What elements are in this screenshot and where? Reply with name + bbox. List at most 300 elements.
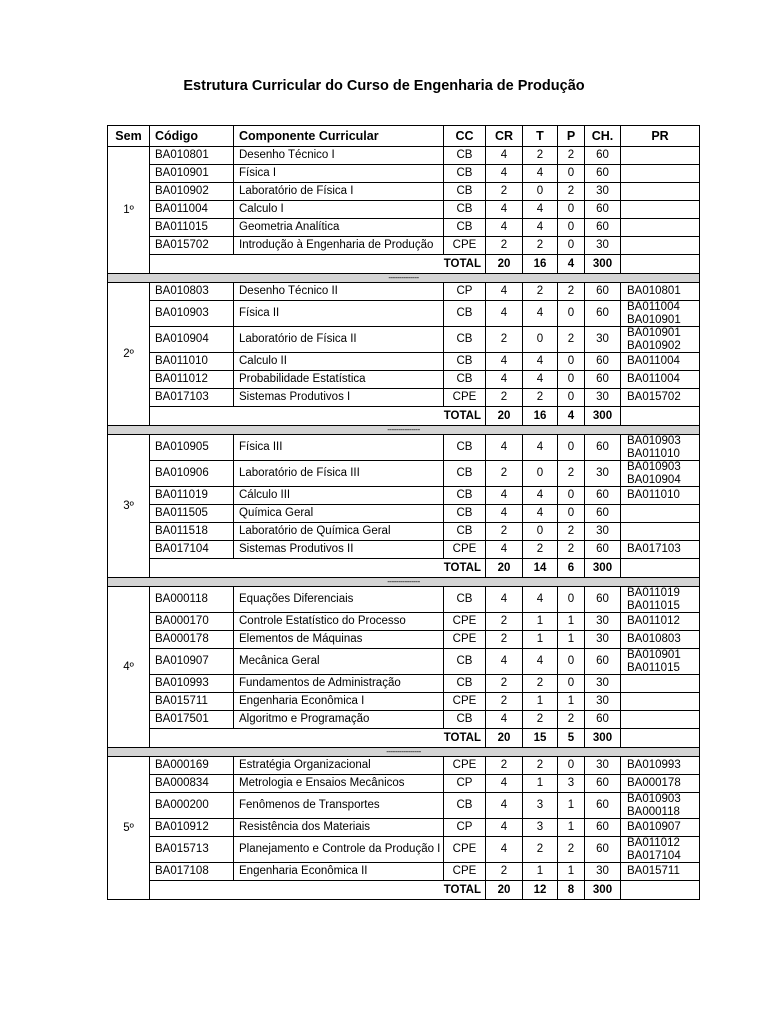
course-code: BA010993 <box>150 675 234 693</box>
course-cc: CB <box>444 165 486 183</box>
course-cr: 2 <box>486 389 523 407</box>
course-name: Sistemas Produtivos II <box>234 541 444 559</box>
course-prerequisites <box>621 283 700 301</box>
course-cr: 2 <box>486 237 523 255</box>
course-prerequisites <box>621 389 700 407</box>
course-cc: CB <box>444 327 486 353</box>
course-prerequisites <box>621 183 700 201</box>
prerequisite-code: BA010993 <box>627 759 681 772</box>
course-code: BA011505 <box>150 505 234 523</box>
total-pr-empty <box>621 407 700 426</box>
course-cr: 4 <box>486 353 523 371</box>
course-code: BA015711 <box>150 693 234 711</box>
total-p: 5 <box>558 729 585 748</box>
course-cr: 4 <box>486 435 523 461</box>
course-prerequisites <box>621 353 700 371</box>
total-t: 14 <box>523 559 558 578</box>
table-row <box>108 837 700 863</box>
course-name: Estratégia Organizacional <box>234 757 444 775</box>
course-p: 1 <box>558 631 585 649</box>
course-name: Química Geral <box>234 505 444 523</box>
course-name: Mecânica Geral <box>234 649 444 675</box>
course-t: 4 <box>523 201 558 219</box>
prerequisite-code: BA017103 <box>627 543 681 556</box>
course-cc: CB <box>444 183 486 201</box>
course-ch: 30 <box>585 863 621 881</box>
course-t: 2 <box>523 837 558 863</box>
course-code: BA011010 <box>150 353 234 371</box>
prerequisite-code: BA011004 <box>627 373 680 386</box>
table-row <box>108 487 700 505</box>
course-prerequisites <box>621 837 700 863</box>
course-prerequisites <box>621 461 700 487</box>
course-prerequisites <box>621 165 700 183</box>
header-p: P <box>558 126 585 147</box>
course-cr: 4 <box>486 837 523 863</box>
course-code: BA010905 <box>150 435 234 461</box>
header-sem: Sem <box>108 126 150 147</box>
course-p: 2 <box>558 541 585 559</box>
course-cr: 2 <box>486 631 523 649</box>
course-t: 3 <box>523 819 558 837</box>
course-name: Resistência dos Materiais <box>234 819 444 837</box>
table-row <box>108 219 700 237</box>
semester-label: 3º <box>108 435 150 578</box>
table-row <box>108 435 700 461</box>
course-code: BA010912 <box>150 819 234 837</box>
prerequisite-code: BA000118 <box>627 805 680 818</box>
header-pr: PR <box>621 126 700 147</box>
course-cr: 4 <box>486 219 523 237</box>
total-pr-empty <box>621 881 700 900</box>
course-code: BA000834 <box>150 775 234 793</box>
course-cr: 4 <box>486 301 523 327</box>
course-t: 4 <box>523 649 558 675</box>
prerequisite-code: BA011012 <box>627 837 680 850</box>
table-row <box>108 711 700 729</box>
course-cc: CP <box>444 775 486 793</box>
table-row <box>108 183 700 201</box>
course-p: 3 <box>558 775 585 793</box>
course-ch: 30 <box>585 757 621 775</box>
course-cr: 2 <box>486 693 523 711</box>
course-code: BA011518 <box>150 523 234 541</box>
course-cr: 4 <box>486 505 523 523</box>
semester-label: 5º <box>108 757 150 900</box>
course-t: 2 <box>523 675 558 693</box>
prerequisite-code: BA011019 <box>627 587 680 600</box>
course-ch: 30 <box>585 675 621 693</box>
total-p: 6 <box>558 559 585 578</box>
separator-dashes: --------------- <box>108 426 700 435</box>
course-t: 4 <box>523 371 558 389</box>
course-cc: CPE <box>444 389 486 407</box>
course-name: Fundamentos de Administração <box>234 675 444 693</box>
course-code: BA017108 <box>150 863 234 881</box>
course-prerequisites <box>621 487 700 505</box>
total-row <box>108 881 700 900</box>
course-t: 1 <box>523 863 558 881</box>
semester-label: 1º <box>108 147 150 274</box>
prerequisite-code: BA011015 <box>627 661 680 674</box>
course-ch: 60 <box>585 219 621 237</box>
prerequisite-code: BA011015 <box>627 599 680 612</box>
course-ch: 60 <box>585 505 621 523</box>
course-name: Planejamento e Controle da Produção I <box>234 837 444 863</box>
course-ch: 60 <box>585 775 621 793</box>
course-name: Fenômenos de Transportes <box>234 793 444 819</box>
course-code: BA010801 <box>150 147 234 165</box>
curriculum-table <box>107 125 700 900</box>
course-cr: 2 <box>486 675 523 693</box>
course-name: Laboratório de Física II <box>234 327 444 353</box>
course-name: Introdução à Engenharia de Produção <box>234 237 444 255</box>
course-ch: 60 <box>585 837 621 863</box>
semester-separator <box>108 748 700 757</box>
course-code: BA010803 <box>150 283 234 301</box>
course-cr: 4 <box>486 587 523 613</box>
semester-label: 4º <box>108 587 150 748</box>
course-name: Desenho Técnico I <box>234 147 444 165</box>
course-t: 0 <box>523 327 558 353</box>
course-p: 0 <box>558 505 585 523</box>
course-p: 0 <box>558 675 585 693</box>
course-cc: CB <box>444 675 486 693</box>
total-ch: 300 <box>585 407 621 426</box>
course-prerequisites <box>621 793 700 819</box>
course-p: 0 <box>558 389 585 407</box>
course-name: Engenharia Econômica II <box>234 863 444 881</box>
prerequisite-code: BA010904 <box>627 473 681 486</box>
course-code: BA010907 <box>150 649 234 675</box>
course-p: 0 <box>558 587 585 613</box>
course-p: 1 <box>558 819 585 837</box>
total-row <box>108 255 700 274</box>
course-name: Laboratório de Química Geral <box>234 523 444 541</box>
course-cr: 4 <box>486 541 523 559</box>
course-cc: CPE <box>444 693 486 711</box>
course-ch: 60 <box>585 435 621 461</box>
total-label: TOTAL <box>150 881 486 900</box>
course-name: Física III <box>234 435 444 461</box>
course-ch: 60 <box>585 541 621 559</box>
course-ch: 30 <box>585 183 621 201</box>
course-ch: 30 <box>585 237 621 255</box>
total-t: 12 <box>523 881 558 900</box>
course-ch: 30 <box>585 461 621 487</box>
course-ch: 60 <box>585 283 621 301</box>
table-row <box>108 613 700 631</box>
table-row <box>108 775 700 793</box>
course-prerequisites <box>621 147 700 165</box>
total-pr-empty <box>621 729 700 748</box>
semester-separator <box>108 578 700 587</box>
course-t: 2 <box>523 389 558 407</box>
course-code: BA011012 <box>150 371 234 389</box>
total-t: 16 <box>523 407 558 426</box>
course-ch: 30 <box>585 613 621 631</box>
table-row <box>108 371 700 389</box>
course-p: 2 <box>558 327 585 353</box>
total-label: TOTAL <box>150 255 486 274</box>
course-cc: CP <box>444 283 486 301</box>
total-p: 4 <box>558 255 585 274</box>
course-ch: 60 <box>585 301 621 327</box>
course-prerequisites <box>621 649 700 675</box>
course-p: 1 <box>558 793 585 819</box>
total-cr: 20 <box>486 559 523 578</box>
total-p: 4 <box>558 407 585 426</box>
course-code: BA000169 <box>150 757 234 775</box>
course-ch: 60 <box>585 147 621 165</box>
total-label: TOTAL <box>150 559 486 578</box>
course-cc: CPE <box>444 613 486 631</box>
course-p: 0 <box>558 435 585 461</box>
header-cr: CR <box>486 126 523 147</box>
prerequisite-code: BA015711 <box>627 865 680 878</box>
total-t: 16 <box>523 255 558 274</box>
course-cc: CB <box>444 649 486 675</box>
course-ch: 30 <box>585 631 621 649</box>
course-cc: CB <box>444 587 486 613</box>
header-t: T <box>523 126 558 147</box>
header-ch: CH. <box>585 126 621 147</box>
course-p: 1 <box>558 613 585 631</box>
course-cr: 4 <box>486 371 523 389</box>
course-code: BA017501 <box>150 711 234 729</box>
table-row <box>108 505 700 523</box>
course-prerequisites <box>621 757 700 775</box>
course-t: 4 <box>523 353 558 371</box>
course-cc: CPE <box>444 757 486 775</box>
course-ch: 60 <box>585 201 621 219</box>
course-prerequisites <box>621 237 700 255</box>
course-prerequisites <box>621 863 700 881</box>
course-t: 2 <box>523 147 558 165</box>
course-prerequisites <box>621 523 700 541</box>
prerequisite-code: BA010801 <box>627 285 681 298</box>
course-cc: CPE <box>444 837 486 863</box>
course-ch: 30 <box>585 389 621 407</box>
course-cr: 4 <box>486 711 523 729</box>
course-cr: 2 <box>486 757 523 775</box>
course-cc: CB <box>444 461 486 487</box>
course-name: Elementos de Máquinas <box>234 631 444 649</box>
semester-separator <box>108 426 700 435</box>
course-p: 2 <box>558 523 585 541</box>
table-row <box>108 793 700 819</box>
course-code: BA000170 <box>150 613 234 631</box>
course-t: 2 <box>523 237 558 255</box>
course-cr: 2 <box>486 183 523 201</box>
course-ch: 60 <box>585 819 621 837</box>
course-name: Controle Estatístico do Processo <box>234 613 444 631</box>
course-name: Equações Diferenciais <box>234 587 444 613</box>
total-cr: 20 <box>486 729 523 748</box>
course-cr: 4 <box>486 487 523 505</box>
course-t: 2 <box>523 757 558 775</box>
course-t: 4 <box>523 219 558 237</box>
course-code: BA011019 <box>150 487 234 505</box>
header-row <box>108 126 700 147</box>
course-t: 1 <box>523 613 558 631</box>
course-p: 0 <box>558 487 585 505</box>
course-cc: CPE <box>444 863 486 881</box>
course-code: BA011015 <box>150 219 234 237</box>
table-row <box>108 649 700 675</box>
course-cr: 2 <box>486 863 523 881</box>
course-p: 0 <box>558 649 585 675</box>
prerequisite-code: BA010901 <box>627 327 681 340</box>
course-cr: 4 <box>486 147 523 165</box>
course-ch: 60 <box>585 487 621 505</box>
course-prerequisites <box>621 541 700 559</box>
course-code: BA000178 <box>150 631 234 649</box>
table-row <box>108 693 700 711</box>
total-row <box>108 729 700 748</box>
course-name: Calculo I <box>234 201 444 219</box>
course-cc: CB <box>444 793 486 819</box>
course-prerequisites <box>621 711 700 729</box>
course-prerequisites <box>621 587 700 613</box>
course-code: BA010901 <box>150 165 234 183</box>
course-name: Laboratório de Física I <box>234 183 444 201</box>
total-ch: 300 <box>585 255 621 274</box>
table-row <box>108 165 700 183</box>
course-ch: 30 <box>585 693 621 711</box>
prerequisite-code: BA011010 <box>627 489 680 502</box>
course-cr: 4 <box>486 165 523 183</box>
table-row <box>108 523 700 541</box>
course-name: Cálculo III <box>234 487 444 505</box>
total-cr: 20 <box>486 881 523 900</box>
prerequisite-code: BA011004 <box>627 301 680 314</box>
course-p: 0 <box>558 353 585 371</box>
course-t: 4 <box>523 435 558 461</box>
course-cc: CB <box>444 147 486 165</box>
table-row <box>108 819 700 837</box>
prerequisite-code: BA010903 <box>627 435 681 448</box>
course-cc: CP <box>444 819 486 837</box>
table-row <box>108 863 700 881</box>
course-ch: 60 <box>585 649 621 675</box>
course-cr: 4 <box>486 819 523 837</box>
course-cr: 4 <box>486 775 523 793</box>
course-t: 3 <box>523 793 558 819</box>
prerequisite-code: BA011010 <box>627 447 680 460</box>
total-row <box>108 407 700 426</box>
course-code: BA015713 <box>150 837 234 863</box>
course-cc: CB <box>444 301 486 327</box>
table-row <box>108 587 700 613</box>
course-p: 0 <box>558 201 585 219</box>
prerequisite-code: BA011004 <box>627 355 680 368</box>
course-p: 1 <box>558 863 585 881</box>
course-cr: 4 <box>486 649 523 675</box>
course-prerequisites <box>621 631 700 649</box>
course-prerequisites <box>621 819 700 837</box>
table-row <box>108 353 700 371</box>
course-p: 0 <box>558 165 585 183</box>
course-ch: 60 <box>585 353 621 371</box>
table-row <box>108 631 700 649</box>
course-p: 2 <box>558 461 585 487</box>
course-code: BA010903 <box>150 301 234 327</box>
course-ch: 60 <box>585 793 621 819</box>
course-name: Engenharia Econômica I <box>234 693 444 711</box>
course-cc: CB <box>444 435 486 461</box>
course-cc: CPE <box>444 631 486 649</box>
total-p: 8 <box>558 881 585 900</box>
course-prerequisites <box>621 675 700 693</box>
course-name: Metrologia e Ensaios Mecânicos <box>234 775 444 793</box>
separator-dashes: -------------- <box>108 274 700 283</box>
total-t: 15 <box>523 729 558 748</box>
course-p: 2 <box>558 837 585 863</box>
table-row <box>108 461 700 487</box>
course-cr: 2 <box>486 613 523 631</box>
course-name: Algoritmo e Programação <box>234 711 444 729</box>
semester-label: 2º <box>108 283 150 426</box>
course-p: 0 <box>558 219 585 237</box>
course-prerequisites <box>621 435 700 461</box>
course-prerequisites <box>621 505 700 523</box>
total-label: TOTAL <box>150 407 486 426</box>
table-row <box>108 147 700 165</box>
course-p: 0 <box>558 301 585 327</box>
table-row <box>108 201 700 219</box>
course-t: 1 <box>523 693 558 711</box>
course-cc: CB <box>444 711 486 729</box>
course-cr: 2 <box>486 327 523 353</box>
course-ch: 60 <box>585 165 621 183</box>
course-t: 0 <box>523 183 558 201</box>
course-cr: 4 <box>486 201 523 219</box>
prerequisite-code: BA010901 <box>627 313 681 326</box>
prerequisite-code: BA000178 <box>627 777 681 790</box>
document-title: Estrutura Curricular do Curso de Engenharia de Produção <box>183 78 585 94</box>
table-row <box>108 327 700 353</box>
table-row <box>108 757 700 775</box>
course-prerequisites <box>621 219 700 237</box>
course-ch: 60 <box>585 587 621 613</box>
course-code: BA000200 <box>150 793 234 819</box>
course-code: BA000118 <box>150 587 234 613</box>
course-t: 2 <box>523 541 558 559</box>
course-prerequisites <box>621 693 700 711</box>
total-ch: 300 <box>585 881 621 900</box>
course-prerequisites <box>621 301 700 327</box>
header-codigo: Código <box>150 126 234 147</box>
course-name: Sistemas Produtivos I <box>234 389 444 407</box>
course-t: 1 <box>523 775 558 793</box>
course-t: 4 <box>523 301 558 327</box>
course-name: Geometria Analítica <box>234 219 444 237</box>
course-t: 4 <box>523 587 558 613</box>
separator-dashes: ---------------- <box>108 748 700 757</box>
course-code: BA015702 <box>150 237 234 255</box>
course-ch: 60 <box>585 711 621 729</box>
course-p: 0 <box>558 237 585 255</box>
prerequisite-code: BA010901 <box>627 649 681 662</box>
course-t: 2 <box>523 283 558 301</box>
course-name: Probabilidade Estatística <box>234 371 444 389</box>
course-t: 4 <box>523 505 558 523</box>
prerequisite-code: BA010902 <box>627 339 681 352</box>
course-cc: CB <box>444 201 486 219</box>
course-code: BA011004 <box>150 201 234 219</box>
course-code: BA010902 <box>150 183 234 201</box>
